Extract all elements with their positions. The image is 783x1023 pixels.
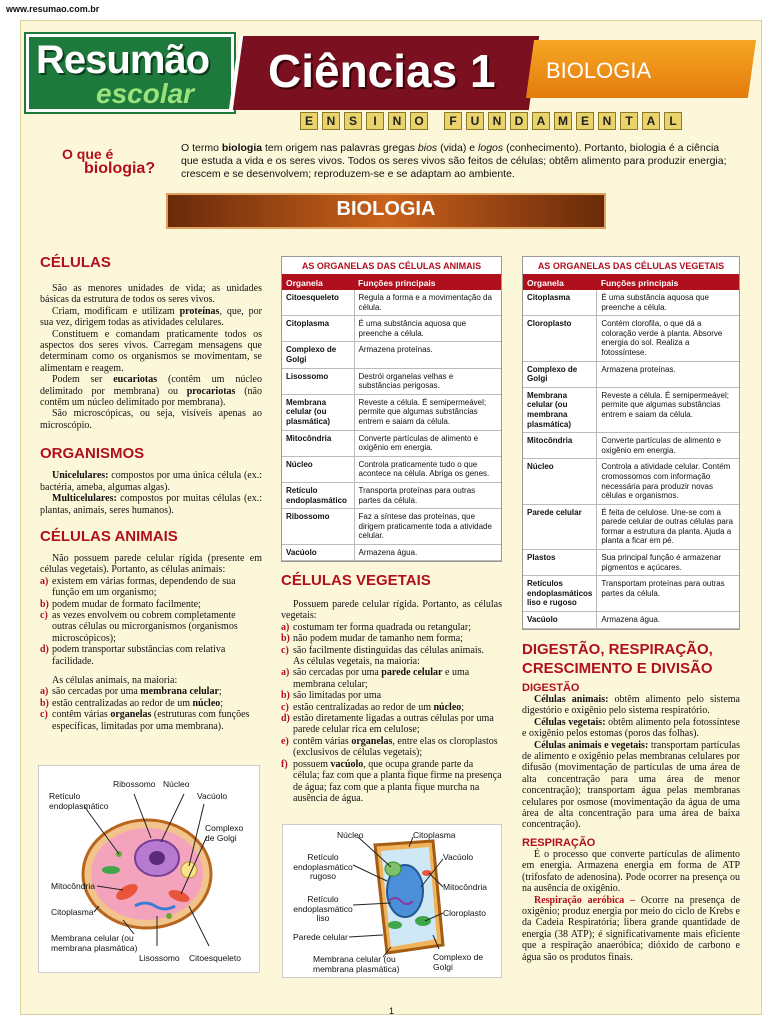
list-text: [293, 736, 502, 759]
table-row: [523, 550, 739, 576]
celulas-p2: Criam, modificam e utilizam proteínas, que, por sua vez, dirigem todas as atividades celulares.: [40, 305, 262, 329]
animal-label-lisossomo: Lisossomo: [139, 953, 180, 963]
organela-cell: Mitocôndria: [282, 430, 354, 456]
plant-table-col-organela: Organela: [523, 276, 597, 290]
list-text-part: e uma membrana celular;: [293, 667, 470, 690]
celulas-p1: São as menores unidades de vida; as unidades básicas da estrutura de todos os seres vivos.: [40, 283, 262, 306]
intro-text: O termo biologia tem origem nas palavras gregas bios (vida) e logos (conhecimento). Portanto, biologia é a ciência que estuda a vida e os seres vivos. Todos os seres vivos são feitos de células; obtêm alimento para produzir energia; crescem e se desenvolvem; reproduzem-se e se adaptam ao ambiente.: [181, 142, 727, 180]
question-line-2: biologia?: [84, 160, 156, 177]
list-text-part: ;: [218, 686, 222, 698]
page-title: Ciências 1: [268, 45, 496, 97]
list-text-part: estão centralizadas ao redor de um: [293, 701, 434, 713]
list-letter: d): [40, 644, 49, 656]
list-letter: e): [281, 735, 289, 747]
organela-cell: Membrana celular (ou membrana plasmática): [523, 387, 597, 432]
organela-cell: Núcleo: [282, 456, 354, 482]
organela-cell: Complexo de Golgi: [523, 361, 597, 387]
list-text: [52, 709, 262, 732]
list-text-part: contêm várias: [293, 735, 352, 747]
table-row: [282, 368, 501, 394]
funcao-cell: É uma substância aquosa que preenche a célula.: [354, 316, 501, 342]
celulas-section: [40, 254, 262, 732]
animal-table-col-funcoes: Funções principais: [354, 276, 501, 290]
digestao-p3: Células animais e vegetais: transportam partículas de alimento e oxigênio pelas membranas celulares por difusão (movimentação de partículas de uma área de alta concentração para uma área de menor concentração); transportam água pelas membranas celulares por osmose (movimentação da água de uma área de alta concentração para uma área de baixa concentração).: [522, 739, 740, 831]
list-text-bold: membrana celular: [140, 686, 219, 698]
plant-label-reticulo-rugoso: Retículo endoplasmático rugoso: [293, 852, 353, 881]
list-item: [40, 576, 262, 599]
list-text-part: estão diretamente ligadas a outras células por uma parede celular rica em celulose;: [293, 713, 494, 736]
organela-cell: Citoplasma: [523, 290, 597, 316]
respiracao-p2: Respiração aeróbica – Ocorre na presença de oxigênio; produz energia por meio do ciclo de Krebs e da Cadeia Respiratória; libera grande quantidade de energia (38 ATP); é significativamente mais eficiente que a respiração anaeróbica; dióxido de carbono e água são os produtos finais.: [522, 894, 740, 963]
list-item: [281, 690, 502, 701]
table-row: [282, 430, 501, 456]
list-item: [40, 599, 262, 610]
level-label: [300, 112, 682, 130]
digestao-section: [522, 640, 740, 963]
organela-cell: Retículo endoplasmático: [282, 482, 354, 508]
plant-label-citoplasma: Citoplasma: [413, 830, 456, 840]
animal-label-nucleo: Núcleo: [163, 779, 190, 789]
list-item: [281, 622, 502, 633]
plant-label-golgi: Complexo de Golgi: [433, 952, 484, 972]
funcao-cell: É feita de celulose. Une-se com a parede celular de outras células para formar a estrutura da planta. Ajuda a planta a ficar em pé.: [597, 504, 739, 549]
level-letter: N: [322, 112, 340, 130]
site-url[interactable]: www.resumao.com.br: [6, 4, 100, 14]
funcao-cell: Controla a atividade celular. Contém cromossomos com informação necessária para produzir novas células e organismos.: [597, 459, 739, 504]
animal-label-citoplasma: Citoplasma: [51, 907, 94, 917]
list-letter: d): [281, 713, 290, 725]
table-row: [282, 544, 501, 561]
table-row: [523, 387, 739, 432]
funcao-cell: Armazena água.: [597, 612, 739, 629]
funcao-cell: Armazena proteínas.: [354, 342, 501, 368]
funcao-cell: Destrói organelas velhas e substâncias perigosas.: [354, 368, 501, 394]
table-row: [523, 576, 739, 612]
list-text: costumam ter forma quadrada ou retangular;: [293, 621, 471, 633]
table-row: [523, 433, 739, 459]
logo-sub: escolar: [96, 78, 195, 109]
animal-table-title: AS ORGANELAS DAS CÉLULAS ANIMAIS: [282, 257, 501, 276]
funcao-cell: Transportam proteínas para outras partes da célula.: [597, 576, 739, 612]
funcao-cell: Reveste a célula. É semipermeável; permite que algumas substâncias entrem e saiam da célula.: [354, 394, 501, 430]
list-text: [293, 713, 502, 736]
list-letter: b): [40, 598, 49, 610]
plant-cell-diagram: [282, 824, 502, 978]
list-text: podem transportar substâncias com relativa facilidade.: [52, 644, 226, 667]
list-letter: a): [40, 686, 49, 698]
organela-cell: Lisossomo: [282, 368, 354, 394]
organela-cell: Ribossomo: [282, 509, 354, 545]
celulas-vegetais-section: [281, 572, 502, 804]
list-letter: a): [40, 575, 49, 587]
organismos-heading: ORGANISMOS: [40, 445, 145, 463]
plant-label-vacuolo: Vacúolo: [443, 852, 474, 862]
list-item: [40, 644, 262, 667]
list-item: [281, 736, 502, 759]
level-letter: A: [532, 112, 550, 130]
list-item: [281, 645, 502, 656]
funcao-cell: Faz a síntese das proteínas, que dirigem praticamente toda a atividade celular.: [354, 509, 501, 545]
level-letter: E: [300, 112, 318, 130]
list-text-part: ;: [461, 701, 465, 713]
table-row: [282, 482, 501, 508]
list-item: [40, 610, 262, 644]
animal-label-golgi: Complexo de Golgi: [205, 823, 244, 843]
list-text: podem mudar de formato facilmente;: [52, 598, 201, 610]
plant-table-col-funcoes: Funções principais: [597, 276, 739, 290]
plant-label-membrana: Membrana celular (ou membrana plasmática): [313, 954, 400, 974]
funcao-cell: Controla praticamente tudo o que acontece na célula. Abriga os genes.: [354, 456, 501, 482]
logo-main: Resumão: [36, 38, 210, 82]
celulas-vegetais-list: [281, 622, 502, 656]
level-letter: D: [510, 112, 528, 130]
celulas-vegetais-p2: As células vegetais, na maioria:: [293, 656, 420, 668]
celulas-vegetais-heading: CÉLULAS VEGETAIS: [281, 572, 431, 589]
funcao-cell: Armazena água.: [354, 544, 501, 561]
organela-cell: Plastos: [523, 550, 597, 576]
list-letter: c): [281, 644, 289, 656]
list-text: [293, 690, 381, 701]
list-text-bold: núcleo: [433, 701, 462, 713]
digestao-p2: Células vegetais: obtêm alimento pela fotossíntese e oxigênio pelos estomas (poros das folhas).: [522, 716, 740, 740]
list-text-part: (estruturas com funções específicas, limitadas por uma membrana).: [52, 709, 250, 732]
list-text-bold: vacúolo: [330, 758, 364, 770]
list-text-part: , entre elas os cloroplastos (exclusivos de células vegetais);: [293, 735, 498, 759]
funcao-cell: Sua principal função é armazenar pigmentos e açúcares.: [597, 550, 739, 576]
list-letter: c): [281, 701, 289, 713]
level-letter: M: [554, 112, 572, 130]
question-line-1: O que é: [62, 146, 114, 162]
funcao-cell: Transporta proteínas para outras partes da célula.: [354, 482, 501, 508]
level-letter: I: [366, 112, 384, 130]
celulas-heading: CÉLULAS: [40, 254, 111, 271]
list-text: [52, 686, 222, 697]
organela-cell: Parede celular: [523, 504, 597, 549]
list-letter: b): [281, 633, 290, 645]
list-text: [293, 759, 502, 805]
list-item: [281, 759, 502, 805]
section-banner-label: BIOLOGIA: [336, 198, 436, 220]
list-text: existem em várias formas, dependendo de sua função em um organismo;: [52, 575, 236, 599]
list-text-bold: organelas: [110, 709, 152, 721]
digestao-p1: Células animais: obtêm alimento pelo sistema digestório e oxigênio pelo sistema respiratório.: [522, 694, 740, 717]
level-letter: L: [664, 112, 682, 130]
list-text-part: , que ocupa grande parte da célula; faz com que a planta fique firme na presença de água; faz com que a planta fique murcha na ausência de água.: [293, 758, 502, 804]
animal-label-ribossomo: Ribossomo: [113, 779, 156, 789]
level-letter: O: [410, 112, 428, 130]
table-row: [282, 509, 501, 545]
funcao-cell: Converte partículas de alimento e oxigênio em energia.: [354, 430, 501, 456]
table-row: [282, 456, 501, 482]
organela-cell: Citoesqueleto: [282, 290, 354, 316]
table-row: [523, 290, 739, 316]
list-item: [40, 698, 262, 709]
funcao-cell: Converte partículas de alimento e oxigênio em energia.: [597, 433, 739, 459]
organela-cell: Vacúolo: [523, 612, 597, 629]
celulas-p5: São microscópicas, ou seja, visíveis apenas ao microscópio.: [40, 408, 262, 431]
table-row: [523, 361, 739, 387]
table-row: [523, 612, 739, 629]
list-text-bold: organelas: [351, 735, 393, 747]
list-text-part: são cercadas por uma: [52, 686, 141, 698]
plant-label-cloroplasto: Cloroplasto: [443, 908, 486, 918]
list-text-part: são cercadas por uma: [293, 667, 382, 679]
animal-label-vacuolo: Vacúolo: [197, 791, 228, 801]
animal-label-membrana: Membrana celular (ou membrana plasmática): [51, 933, 138, 953]
table-row: [523, 504, 739, 549]
celulas-animais-heading: CÉLULAS ANIMAIS: [40, 527, 178, 545]
list-letter: a): [281, 621, 290, 633]
celulas-p3: Constituem e comandam praticamente todos os aspectos dos seres vivos. Carregam mensagens que determinam como os organismos se movimentam, se alimentam e reagem.: [40, 328, 262, 374]
table-row: [282, 316, 501, 342]
animal-label-reticulo: Retículo endoplasmático: [49, 791, 109, 811]
list-letter: a): [281, 667, 290, 679]
table-row: [282, 394, 501, 430]
animal-cell-diagram: [38, 765, 260, 973]
level-letter: N: [488, 112, 506, 130]
table-row: [282, 342, 501, 368]
list-text: as vezes envolvem ou cobrem completamente outras células ou microrganismos (organismos microscópicos);: [52, 609, 238, 644]
plant-label-nucleo: Núcleo: [337, 830, 364, 840]
table-row: [523, 316, 739, 361]
list-letter: f): [281, 758, 288, 770]
celulas-vegetais-list-2: [281, 667, 502, 804]
organela-cell: Cloroplasto: [523, 316, 597, 361]
digestao-heading: DIGESTÃO, RESPIRAÇÃO, CRESCIMENTO E DIVISÃO: [522, 641, 713, 677]
animal-label-citoesqueleto: Citoesqueleto: [189, 953, 241, 963]
organela-cell: Retículos endoplasmáticos liso e rugoso: [523, 576, 597, 612]
list-text-part: ;: [220, 697, 224, 709]
table-row: [523, 459, 739, 504]
list-text: são facilmente distinguidas das células animais.: [293, 644, 485, 656]
animal-label-mitocondria: Mitocôndria: [51, 881, 95, 891]
level-letter: F: [444, 112, 462, 130]
list-item: [281, 667, 502, 690]
list-item: [40, 709, 262, 732]
plant-label-mitocondria: Mitocôndria: [443, 882, 487, 892]
list-letter: b): [40, 697, 49, 709]
funcao-cell: Regula a forma e a movimentação da célula.: [354, 290, 501, 316]
organela-cell: Mitocôndria: [523, 433, 597, 459]
organela-cell: Citoplasma: [282, 316, 354, 342]
level-letter: [432, 112, 440, 130]
celulas-vegetais-p1: Possuem parede celular rígida. Portanto, as células vegetais:: [281, 599, 502, 622]
list-text-part: possuem: [293, 758, 331, 770]
animal-table-col-organela: Organela: [282, 276, 354, 290]
level-letter: A: [642, 112, 660, 130]
celulas-p4: Podem ser eucariotas (contêm um núcleo delimitado por membrana) ou procariotas (não contêm um núcleo delimitado por membrana).: [40, 374, 262, 409]
organela-cell: Vacúolo: [282, 544, 354, 561]
list-text: [52, 698, 223, 709]
organela-cell: Membrana celular (ou plasmática): [282, 394, 354, 430]
list-item: [281, 702, 502, 713]
animal-organelles-table: [281, 256, 502, 562]
list-text: [293, 702, 464, 713]
list-item: [281, 713, 502, 736]
celulas-animais-p1: Não possuem parede celular rígida (presente em células vegetais). Portanto, as células animais:: [40, 552, 262, 576]
list-text-part: contêm várias: [52, 709, 111, 721]
funcao-cell: Armazena proteínas.: [597, 361, 739, 387]
level-letter: S: [344, 112, 362, 130]
celulas-animais-list: [40, 576, 262, 667]
funcao-cell: Contém clorofila, o que dá a coloração verde à planta. Absorve energia do sol. Realiza a fotossíntese.: [597, 316, 739, 361]
list-item: [40, 686, 262, 697]
list-item: [281, 633, 502, 644]
list-text-bold: parede celular: [381, 667, 443, 679]
level-letter: N: [598, 112, 616, 130]
table-row: [282, 290, 501, 316]
funcao-cell: Reveste a célula. É semipermeável; permite que algumas substâncias entrem e saiam da célula.: [597, 387, 739, 432]
organela-cell: Complexo de Golgi: [282, 342, 354, 368]
digestao-subheading: DIGESTÃO: [522, 682, 580, 694]
subject-label: BIOLOGIA: [546, 58, 652, 83]
organismos-p2: Multicelulares: compostos por muitas células (ex.: plantas, animais, seres humanos).: [40, 493, 262, 516]
level-letter: T: [620, 112, 638, 130]
celulas-animais-list-2: [40, 686, 262, 732]
list-text-part: estão centralizadas ao redor de um: [52, 697, 193, 709]
list-text: não podem mudar de tamanho nem forma;: [293, 633, 463, 645]
organela-cell: Núcleo: [523, 459, 597, 504]
celulas-animais-p2: As células animais, na maioria:: [52, 674, 178, 686]
level-letter: N: [388, 112, 406, 130]
level-letter: U: [466, 112, 484, 130]
plant-table-title: AS ORGANELAS DAS CÉLULAS VEGETAIS: [523, 257, 739, 276]
level-letter: E: [576, 112, 594, 130]
page-number: 1: [389, 1006, 395, 1016]
organismos-p1: Unicelulares: compostos por uma única célula (ex.: bactéria, ameba, algumas algas).: [40, 470, 262, 493]
plant-label-parede: Parede celular: [293, 932, 348, 942]
list-letter: b): [281, 690, 290, 702]
respiracao-p1: É o processo que converte partículas de alimento em energia. Armazena energia em forma de ATP (trifosfato de adenosina). Pode ocorrer na presença ou na ausência de oxigênio.: [522, 848, 740, 895]
list-text-part: são limitadas por uma: [293, 690, 382, 702]
list-letter: c): [40, 609, 48, 621]
list-text-bold: núcleo: [192, 697, 221, 709]
list-letter: c): [40, 709, 48, 721]
respiracao-subheading: RESPIRAÇÃO: [522, 836, 596, 849]
list-text: [293, 667, 502, 690]
funcao-cell: É uma substância aquosa que preenche a célula.: [597, 290, 739, 316]
plant-organelles-table: [522, 256, 740, 630]
plant-label-reticulo-liso: Retículo endoplasmático liso: [293, 894, 353, 923]
